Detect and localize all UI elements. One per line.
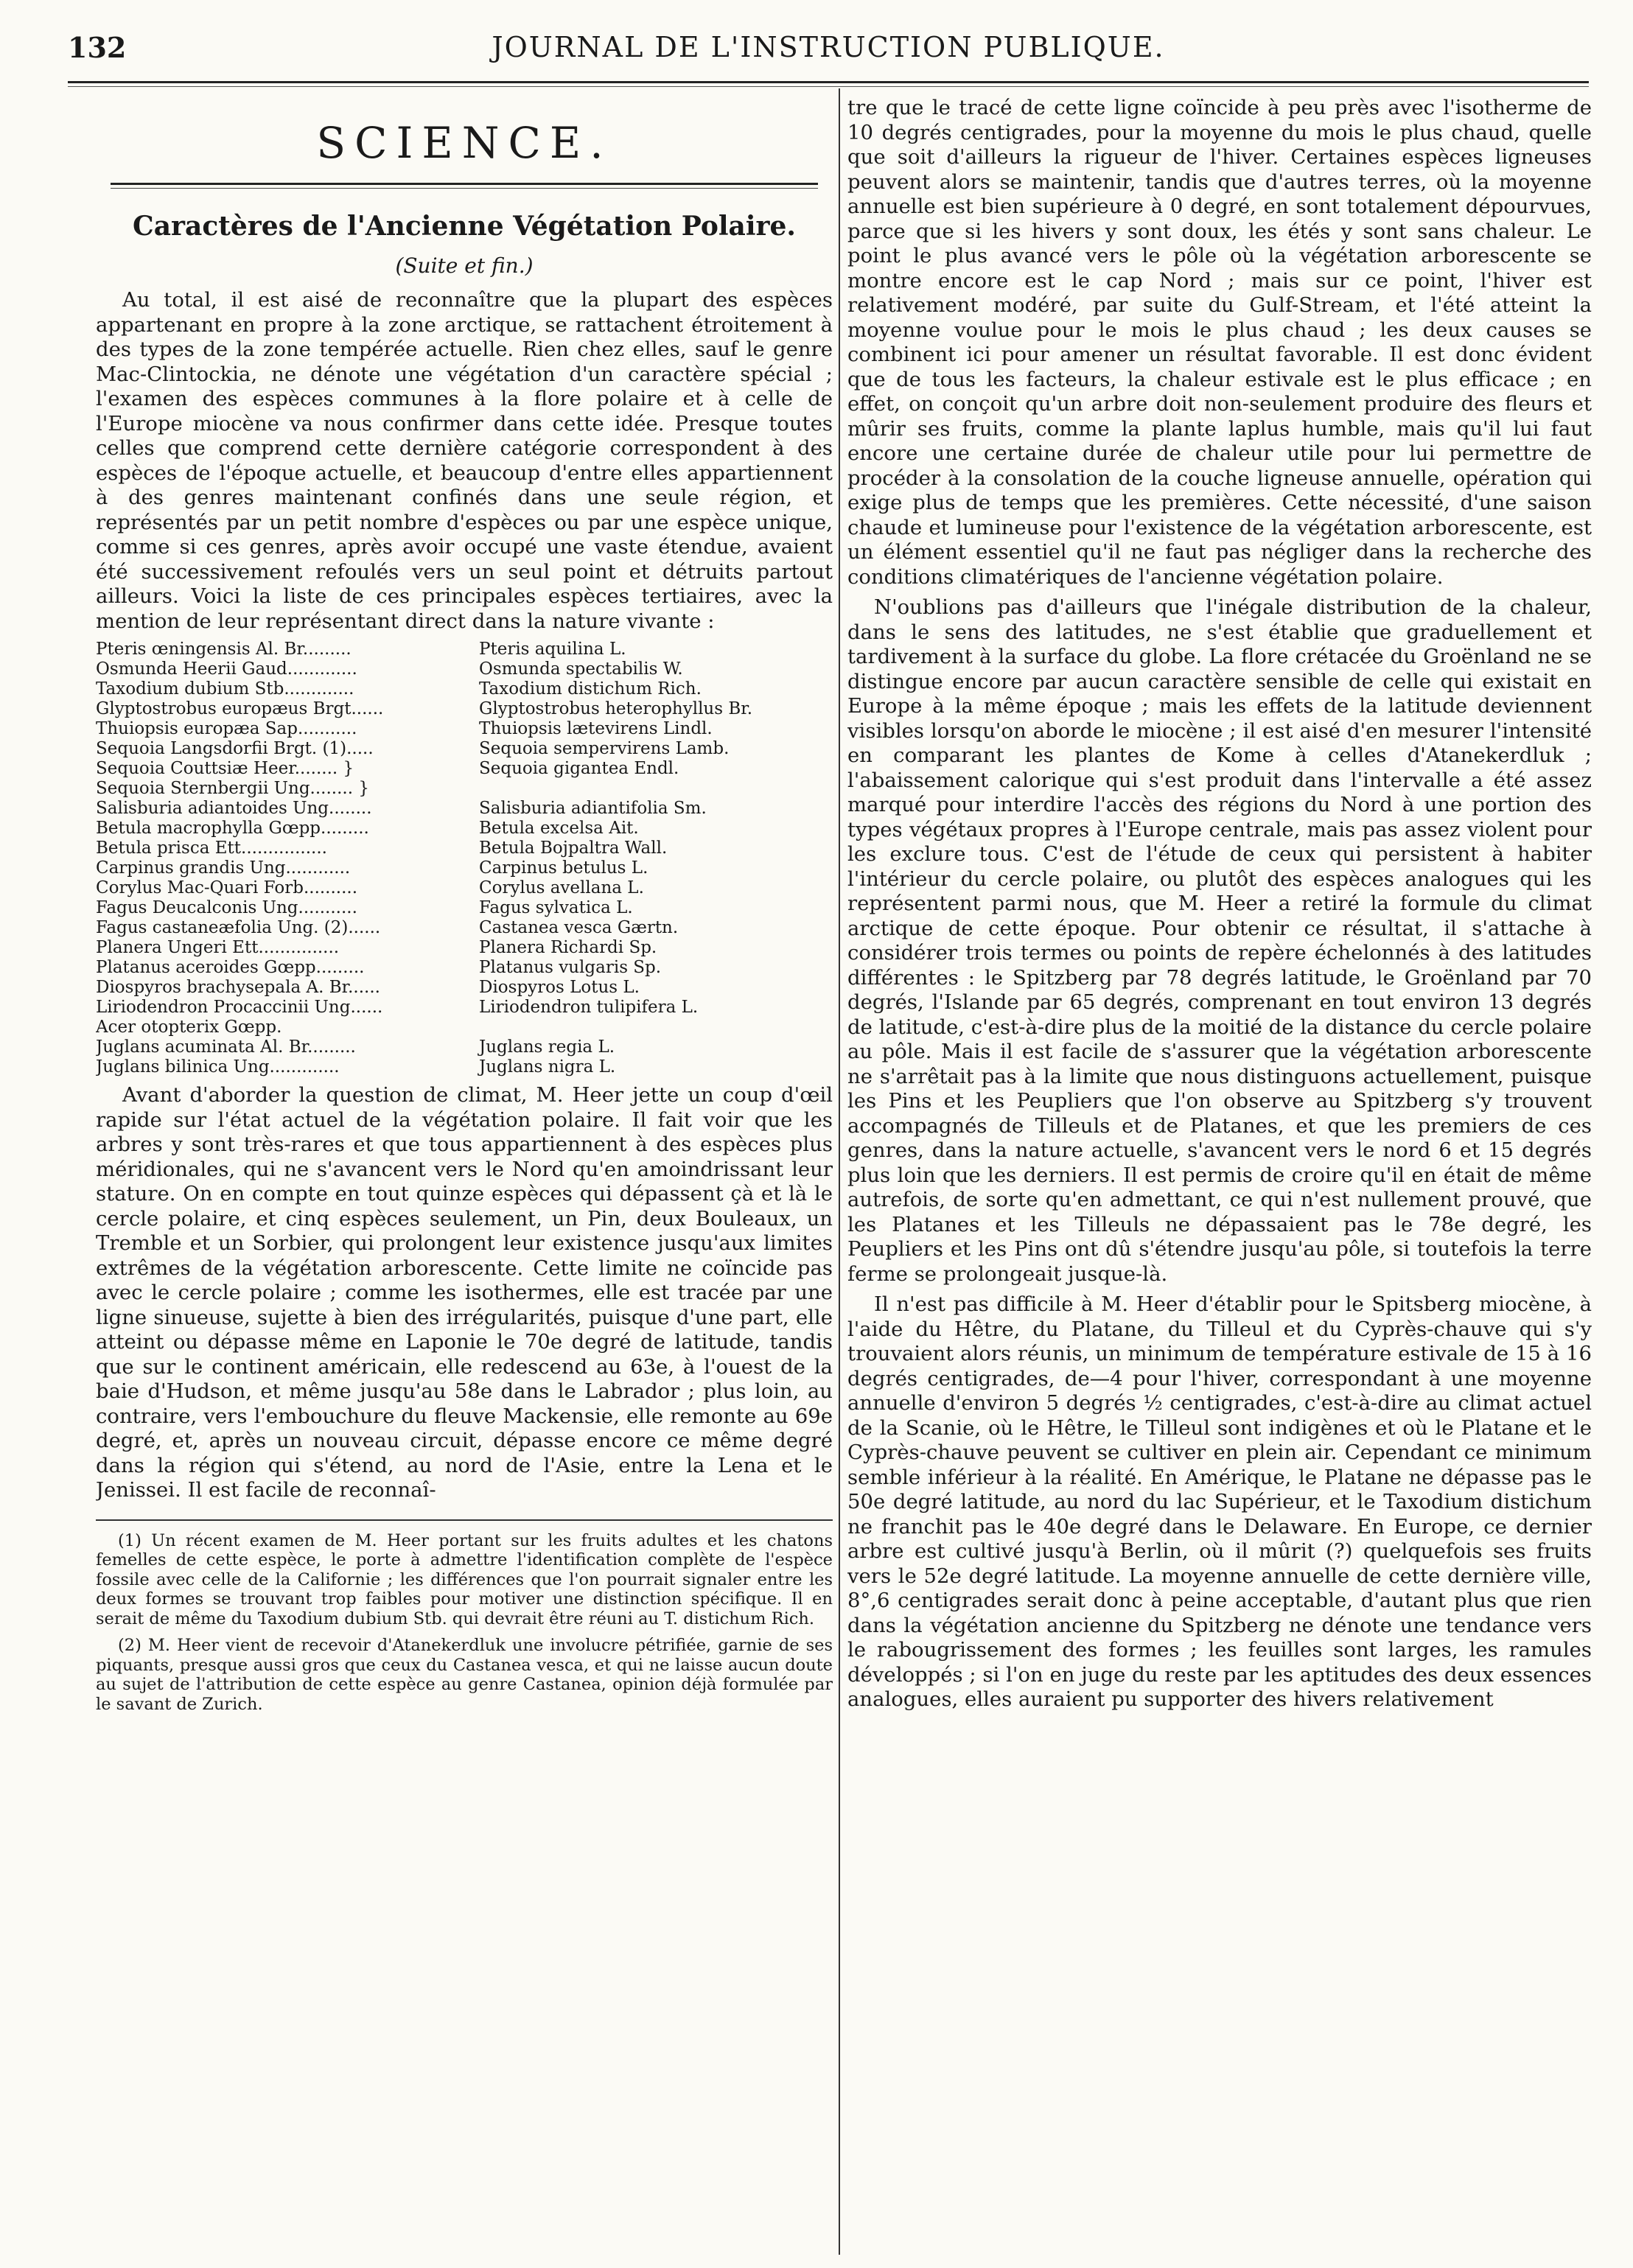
species-row [96, 978, 833, 998]
living-species: Sequoia sempervirens Lamb. [479, 739, 730, 758]
fossil-species: Juglans bilinica Ung............. [96, 1057, 340, 1077]
fossil-species: Fagus Deucalconis Ung........... [96, 898, 357, 917]
living-species: Corylus avellana L. [479, 878, 644, 897]
fossil-species: Sequoia Couttsiæ Heer........ } [96, 759, 354, 778]
species-row [96, 659, 833, 679]
species-row [96, 719, 833, 739]
fossil-species: Corylus Mac-Quari Forb.......... [96, 878, 358, 897]
fossil-species: Fagus castaneæfolia Ung. (2)...... [96, 918, 381, 937]
species-row [96, 998, 833, 1018]
living-species: Taxodium distichum Rich. [479, 679, 702, 699]
paragraph: Avant d'aborder la question de climat, M. Heer jette un coup d'œil rapide sur l'état actuel de la végétation polaire. Il fait voir que les arbres y sont très-rares et que tous appartiennent à des espèces plus méridionales, qui ne s'avancent vers le Nord qu'en amoindrissant leur stature. On en compte en tout quinze espèces qui dépassent çà et là le cercle polaire, et cinq espèces seulement, un Pin, deux Bouleaux, un Tremble et un Sorbier, qui prolongent leur existence jusqu'aux limites extrêmes de la végétation arborescente. Cette limite ne coïncide pas avec le cercle polaire ; comme les isothermes, elle est tracée par une ligne sinueuse, sujette à bien des irrégularités, puisque d'une part, elle atteint ou dépasse même en Laponie le 70e degré de latitude, tandis que sur le continent américain, elle redescend au 63e, à l'ouest de la baie d'Hudson, et même jusqu'au 58e dans le Labrador ; plus loin, au contraire, vers l'embouchure du fleuve Mackensie, elle remonte au 69e degré, et, après un nouveau circuit, dépasse encore ce même degré dans la région qui s'étend, au nord de l'Asie, entre la Lena et le Jenissei. Il est facile de reconnaî- [96, 1083, 833, 1502]
fossil-species: Diospyros brachysepala A. Br...... [96, 978, 380, 997]
paragraph: Au total, il est aisé de reconnaître que la plupart des espèces appartenant en propre à la zone arctique, se rattachent étroitement à des types de la zone tempérée actuelle. Rien chez elles, sauf le genre Mac-Clintockia, ne dénote une végétation d'un caractère spécial ; l'examen des espèces communes à la flore polaire et à celle de l'Europe miocène va nous confirmer dans cette idée. Presque toutes celles que comprend cette dernière catégorie correspondent à des espèces de l'époque actuelle, et beaucoup d'entre elles appartiennent à des genres maintenant confinés dans une seule région, et représentés par un petit nombre d'espèces ou par une espèce unique, comme si ces genres, après avoir occupé une vaste étendue, avaient été successivement refoulés vers un seul point et détruits partout ailleurs. Voici la liste de ces principales espèces tertiaires, avec la mention de leur représentant direct dans la nature vivante : [96, 288, 833, 633]
fossil-species: Betula prisca Ett................ [96, 839, 327, 858]
living-species: Pteris aquilina L. [479, 640, 626, 659]
fossil-species: Planera Ungeri Ett............... [96, 938, 340, 957]
left-column [96, 96, 833, 2247]
running-head: JOURNAL DE L'INSTRUCTION PUBLIQUE. [492, 31, 1165, 63]
fossil-species: Liriodendron Procaccinii Ung...... [96, 998, 383, 1017]
living-species: Diospyros Lotus L. [479, 978, 640, 997]
living-species: Juglans regia L. [479, 1037, 615, 1057]
fossil-species: Glyptostrobus europæus Brgt...... [96, 699, 384, 718]
fossil-species: Pteris œningensis Al. Br......... [96, 640, 352, 659]
living-species [479, 779, 833, 799]
living-species: Juglans nigra L. [479, 1057, 616, 1077]
page-number: 132 [68, 31, 127, 64]
species-row [96, 819, 833, 839]
living-species: Sequoia gigantea Endl. [479, 759, 679, 778]
section-title: SCIENCE. [316, 118, 612, 168]
article-title: Caractères de l'Ancienne Végétation Polaire. [133, 211, 796, 242]
species-row [96, 779, 833, 799]
species-row [96, 1057, 833, 1077]
footnote: (2) M. Heer vient de recevoir d'Atanekerdluk une involucre pétrifiée, garnie de ses piquants, presque aussi gros que ceux du Castanea vesca, et qui ne laisse aucun doute au sujet de l'attribution de cette espèce au genre Castanea, opinion déjà formulée par le savant de Zurich. [96, 1636, 833, 1714]
species-row [96, 898, 833, 918]
fossil-species: Platanus aceroides Gœpp......... [96, 958, 365, 977]
species-row [96, 938, 833, 958]
paragraph: Il n'est pas difficile à M. Heer d'établir pour le Spitsberg miocène, à l'aide du Hêtre, du Platane, du Tilleul et du Cyprès-chauve qui s'y trouvaient alors réunis, un minimum de température estivale de 15 à 16 degrés centigrades, de—4 pour l'hiver, correspondant à une moyenne annuelle d'environ 5 degrés ½ centigrades, c'est-à-dire au climat actuel de la Scanie, où le Hêtre, le Tilleul sont indigènes et où le Platane et le Cyprès-chauve peuvent se cultiver en plein air. Cependant ce minimum semble inférieur à la réalité. En Amérique, le Platane ne dépasse pas le 50e degré latitude, au nord du lac Supérieur, et le Taxodium distichum ne franchit pas le 40e degré dans le Delaware. En Europe, ce dernier arbre est cultivé jusqu'à Berlin, où il mûrit (?) quelquefois ses fruits vers le 52e degré latitude. La moyenne annuelle de cette dernière ville, 8°,6 centigrades serait donc à peine acceptable, d'autant plus que rien dans la végétation ancienne du Spitzberg ne dénote une tendance vers le rabougrissement des formes ; les feuilles sont larges, les ramules développés ; si l'on en juge du reste par les aptitudes des deux essences analogues, elles auraient pu supporter des hivers relativement [847, 1292, 1592, 1711]
page-header [68, 22, 1589, 66]
paragraph: N'oublions pas d'ailleurs que l'inégale distribution de la chaleur, dans le sens des latitudes, ne s'est établie que graduellement et tardivement à la surface du globe. La flore crétacée du Groënland ne se distingue encore par aucun caractère sensible de celle qui existait en Europe à la même époque ; mais les effets de la latitude deviennent visibles lorsqu'on aborde le miocène ; il est aisé d'en mesurer l'intensité en comparant les plantes de Kome à celles d'Atanekerdluk ; l'abaissement calorique qui s'est produit dans l'intervalle a été assez marqué pour interdire l'accès des régions du Nord à une portion des types végétaux propres à l'Europe centrale, mais pas assez violent pour les exclure tous. C'est de l'étude de ceux qui persistent à habiter l'intérieur du cercle polaire, ou plutôt des espèces analogues qui les représentent parmi nous, que M. Heer a retiré la formule du climat arctique de cette époque. Pour obtenir ce résultat, il s'attache à considérer trois termes ou points de repère échelonnés à des latitudes différentes : le Spitzberg par 78 degrés latitude, le Groënland par 70 degrés, l'Islande par 65 degrés, comprenant en tout environ 13 degrés de latitude, c'est-à-dire plus de la moitié de la distance du cercle polaire au pôle. Mais il est facile de s'assurer que la végétation arborescente ne s'arrêtait pas à la limite que nous distinguons actuellement, puisque les Pins et les Peupliers que l'on observe au Spitzberg s'y trouvent accompagnés de Tilleuls et de Platanes, et que les premiers de ces genres, dans la nature actuelle, s'avancent vers le nord 6 et 15 degrés plus loin que les derniers. Il est permis de croire qu'il en était de même autrefois, de sorte qu'en admettant, ce qui n'est nullement prouvé, que les Platanes et les Tilleuls ne dépassaient pas le 78e degré, les Peupliers et les Pins ont dû s'étendre jusqu'au pôle, si toutefois la terre ferme se prolongeait jusque-là. [847, 595, 1592, 1286]
living-species: Betula excelsa Ait. [479, 819, 639, 838]
species-row [96, 839, 833, 858]
paragraph: tre que le tracé de cette ligne coïncide à peu près avec l'isotherme de 10 degrés centigrades, pour la moyenne du mois le plus chaud, quelle que soit d'ailleurs la rigueur de l'hiver. Certaines espèces ligneuses peuvent alors se maintenir, tandis que d'autres terres, où la moyenne annuelle est bien supérieure à 0 degré, en sont totalement dépourvues, parce que si les hivers y sont doux, les étés y sont sans chaleur. Le point le plus avancé vers le pôle où la végétation arborescente se montre encore est le cap Nord ; mais sur ce point, l'hiver est relativement modéré, par suite du Gulf-Stream, et l'été atteint la moyenne voulue pour le mois le plus chaud ; les deux causes se combinent ici pour amener un résultat favorable. Il est donc évident que de tous les facteurs, la chaleur estivale est le plus efficace ; en effet, on conçoit qu'un arbre doit non-seulement produire des fleurs et mûrir ses fruits, comme la plante laplus humble, mais qu'il lui faut encore une certaine durée de chaleur utile pour lui permettre de procéder à la consolation de la couche ligneuse annuelle, opération qui exige plus de temps que les premières. Cette nécessité, d'une saison chaude et lumineuse pour l'existence de la végétation arborescente, est un élément essentiel qu'il ne faut pas négliger dans la recherche des conditions climatériques de l'ancienne végétation polaire. [847, 96, 1592, 589]
species-row [96, 1037, 833, 1057]
fossil-species: Taxodium dubium Stb............. [96, 679, 354, 699]
fossil-species: Betula macrophylla Gœpp......... [96, 819, 369, 838]
fossil-species: Osmunda Heerii Gaud............. [96, 659, 357, 679]
living-species: Salisburia adiantifolia Sm. [479, 799, 707, 818]
fossil-species: Carpinus grandis Ung............ [96, 858, 351, 878]
species-row [96, 799, 833, 819]
species-row [96, 640, 833, 659]
fossil-species: Acer otopterix Gœpp. [96, 1018, 282, 1037]
species-row [96, 759, 833, 779]
fossil-species: Sequoia Sternbergii Ung........ } [96, 779, 369, 798]
living-species: Thuiopsis lætevirens Lindl. [479, 719, 713, 738]
living-species: Castanea vesca Gærtn. [479, 918, 679, 937]
fossil-species: Sequoia Langsdorfii Brgt. (1)..... [96, 739, 374, 758]
species-row [96, 699, 833, 719]
living-species: Fagus sylvatica L. [479, 898, 633, 917]
species-table [96, 640, 833, 1077]
living-species: Osmunda spectabilis W. [479, 659, 683, 679]
species-row [96, 1018, 833, 1037]
species-row [96, 679, 833, 699]
living-species: Planera Richardi Sp. [479, 938, 657, 957]
fossil-species: Juglans acuminata Al. Br......... [96, 1037, 356, 1057]
right-column [847, 96, 1592, 2247]
living-species: Platanus vulgaris Sp. [479, 958, 662, 977]
living-species: Carpinus betulus L. [479, 858, 648, 878]
living-species [479, 1018, 833, 1037]
species-row [96, 878, 833, 898]
footnote-rule [96, 1519, 833, 1521]
living-species: Betula Bojpaltra Wall. [479, 839, 668, 858]
footnote: (1) Un récent examen de M. Heer portant sur les fruits adultes et les chatons femelles de cette espèce, le porte à admettre l'identification complète de l'espèce fossile avec celle de la Californie ; les différences que l'on pourrait signaler entre les deux formes se trouvant trop faibles pour motiver une distinction spécifique. Il en serait de même du Taxodium dubium Stb. qui devrait être réuni au T. distichum Rich. [96, 1530, 833, 1628]
living-species: Glyptostrobus heterophyllus Br. [479, 699, 753, 718]
species-row [96, 958, 833, 978]
article-subtitle: (Suite et fin.) [395, 253, 534, 278]
fossil-species: Salisburia adiantoides Ung........ [96, 799, 372, 818]
fossil-species: Thuiopsis europæa Sap........... [96, 719, 357, 738]
header-rule [68, 81, 1589, 87]
species-row [96, 858, 833, 878]
species-row [96, 918, 833, 938]
species-row [96, 739, 833, 759]
living-species: Liriodendron tulipifera L. [479, 998, 699, 1017]
title-rule [111, 183, 818, 189]
column-divider [839, 88, 840, 2255]
